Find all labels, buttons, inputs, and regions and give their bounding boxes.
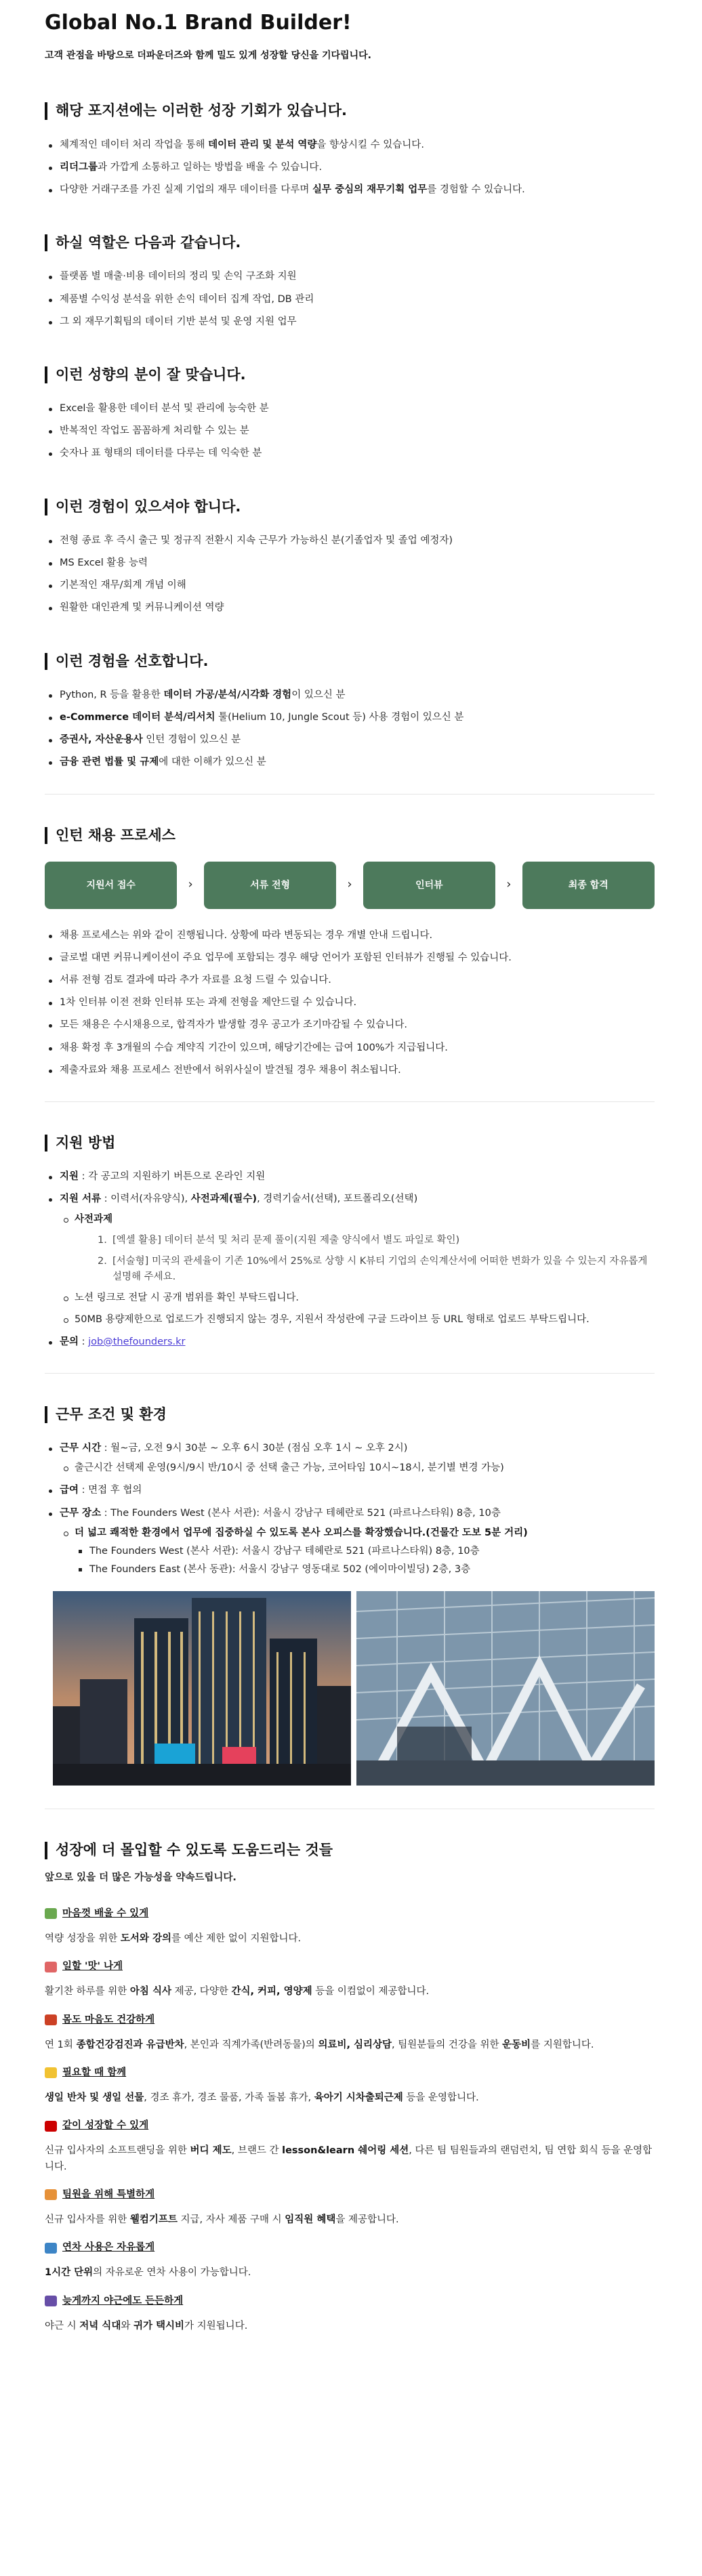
divider — [45, 1101, 655, 1102]
benefits-section — [45, 1842, 655, 2334]
process-step-final: 최종 합격 — [522, 862, 655, 909]
list-item: 숫자나 표 형태의 데이터를 다루는 데 익숙한 분 — [45, 446, 655, 461]
list-item: 노션 링크로 전달 시 공개 범위를 확인 부탁드립니다. — [60, 1290, 655, 1306]
food-icon — [45, 1962, 57, 1972]
chevron-right-icon: › — [347, 877, 352, 892]
list-item: The Founders East (본사 동관): 서울시 강남구 영동대로 502 (에이마이빌딩) 2층, 3층 — [75, 1562, 655, 1578]
section-title: 지원 방법 — [45, 1135, 655, 1152]
growth-section — [45, 102, 655, 198]
list-item: 다양한 거래구조를 가진 실제 기업의 재무 데이터를 다루며 실무 중심의 재무기획 업무를 경험할 수 있습니다. — [45, 182, 655, 198]
books-icon — [45, 1908, 57, 1919]
list-item: 체계적인 데이터 처리 작업을 통해 데이터 관리 및 분석 역량을 향상시킬 수 있습니다. — [45, 138, 655, 153]
list-item: 50MB 용량제한으로 업로드가 진행되지 않는 경우, 지원서 작성란에 구글 드라이브 등 URL 형태로 업로드 부탁드립니다. — [60, 1312, 655, 1328]
benefit-item: 일할 '맛' 나게 활기찬 하루를 위한 아침 식사 제공, 다양한 간식, 커피, 영양제 등을 이컴없이 제공합니다. — [45, 1961, 430, 1998]
list-item: 서류 전형 검토 결과에 따라 추가 자료를 요청 드릴 수 있습니다. — [45, 973, 655, 988]
taxi-icon — [45, 2296, 57, 2306]
divider — [45, 1373, 655, 1374]
office-photo-east — [356, 1591, 655, 1786]
benefit-item: 몸도 마음도 건강하게 연 1회 종합건강검진과 유급반차, 본인과 직계가족(반려동물)의 의료비, 심리상담, 팀원분들의 건강을 위한 운동비를 지원합니다. — [45, 2014, 594, 2050]
list-item: 리더그룹과 가깝게 소통하고 일하는 방법을 배울 수 있습니다. — [45, 160, 655, 175]
health-icon — [45, 2014, 57, 2025]
benefits-subtitle: 앞으로 있을 더 많은 가능성을 약속드립니다. — [45, 1872, 236, 1883]
benefit-item: 팀원을 위해 특별하게 신규 입사자를 위한 웰컴기프트 지급, 자사 제품 구매 시 임직원 혜택을 제공합니다. — [45, 2189, 399, 2226]
benefit-item: 같이 성장할 수 있게 신규 입사자의 소프트랜딩을 위한 버디 제도, 브랜드 간 lesson&learn 쉐어링 세션, 다른 팀 팀원들과의 랜덤런치, 팀 연합 회식 등을 운영합니다. — [45, 2120, 653, 2172]
chevron-right-icon: › — [188, 877, 193, 892]
hero-title: Global No.1 Brand Builder! — [45, 11, 352, 35]
fit-section — [45, 366, 655, 462]
apply-section — [45, 1135, 655, 1350]
hero-subtitle: 고객 관점을 바탕으로 더파운더즈와 함께 밀도 있게 성장할 당신을 기다립니다. — [45, 50, 371, 61]
section-title: 해당 포지션에는 이러한 성장 기회가 있습니다. — [45, 102, 655, 119]
list-item: 지원 서류 : 이력서(자유양식), 사전과제(필수), 경력기술서(선택), 포트폴리오(선택) 사전과제 1. [엑셀 활용] 데이터 분석 및 처리 문제 풀이(지원 제출 양식에서 별도 파일로 확인) 2. [서술형] 미국의 관세율이 기존 10%에서 25%로 상향 시 K뷰티 기업의 손익계산서에 어떠한 변화가 있을 수 있는지 자유롭게 설명해 주세요. 노션 링크로 전달 시 공개 범위를 확인 부탁드립니다. 50MB 용량제한으로 업로드가 진행되지 않는 경우, 지원서 작성란에 구글 드라이브 등 URL 형태로 업로드 부탁드립니다. — [45, 1191, 655, 1327]
section-title: 성장에 더 몰입할 수 있도록 도움드리는 것들 — [45, 1842, 655, 1859]
list-item: 금융 관련 법률 및 규제에 대한 이해가 있으신 분 — [45, 755, 655, 770]
list-item: 플랫폼 별 매출·비용 데이터의 정리 및 손익 구조화 지원 — [45, 269, 655, 284]
list-item: 1차 인터뷰 이전 전화 인터뷰 또는 과제 전형을 제안드릴 수 있습니다. — [45, 995, 655, 1011]
benefit-item: 필요할 때 함께 생일 반차 및 생일 선물, 경조 휴가, 경조 물품, 가족 돌봄 휴가, 육아기 시차출퇴근제 등을 운영합니다. — [45, 2067, 479, 2104]
section-title: 인턴 채용 프로세스 — [45, 827, 655, 844]
list-item: 전형 종료 후 즉시 출근 및 정규직 전환시 지속 근무가 가능하신 분(기졸업자 및 졸업 예정자) — [45, 533, 655, 549]
section-title: 이런 성향의 분이 잘 맞습니다. — [45, 366, 655, 383]
list-item: The Founders West (본사 서관): 서울시 강남구 테헤란로 521 (파르나스타워) 8층, 10층 — [75, 1544, 655, 1559]
list-item: 글로벌 대면 커뮤니케이션이 주요 업무에 포함되는 경우 해당 언어가 포함된 인터뷰가 진행될 수 있습니다. — [45, 950, 655, 966]
work-section — [45, 1406, 655, 1786]
benefit-item: 연차 사용은 자유롭게 1시간 단위의 자유로운 연차 사용이 가능합니다. — [45, 2242, 251, 2279]
gift-icon — [45, 2189, 57, 2200]
office-photo-west — [53, 1591, 351, 1786]
office-photos — [53, 1591, 655, 1786]
section-title: 이런 경험이 있으셔야 합니다. — [45, 499, 655, 515]
process-step-document: 서류 전형 — [204, 862, 336, 909]
list-item: 사전과제 1. [엑셀 활용] 데이터 분석 및 처리 문제 풀이(지원 제출 양식에서 별도 파일로 확인) 2. [서술형] 미국의 관세율이 기존 10%에서 25%로 상향 시 K뷰티 기업의 손익계산서에 어떠한 변화가 있을 수 있는지 자유롭게 설명해 주세요. — [60, 1212, 655, 1286]
preferred-section — [45, 653, 655, 771]
process-step-interview: 인터뷰 — [363, 862, 495, 909]
process-section — [45, 827, 655, 1079]
list-item: 기본적인 재무/회계 개념 이해 — [45, 578, 655, 593]
list-item: 채용 프로세스는 위와 같이 진행됩니다. 상황에 따라 변동되는 경우 개별 안내 드립니다. — [45, 928, 655, 944]
contact-email-link[interactable]: job@thefounders.kr — [88, 1336, 186, 1347]
benefit-item: 늦게까지 야근에도 든든하게 야근 시 저녁 식대와 귀가 택시비가 지원됩니다. — [45, 2295, 248, 2331]
process-step-apply: 지원서 접수 — [45, 862, 177, 909]
list-item: 원활한 대인관계 및 커뮤니케이션 역량 — [45, 600, 655, 616]
list-item: 증권사, 자산운용사 인턴 경험이 있으신 분 — [45, 732, 655, 748]
hug-icon — [45, 2067, 57, 2078]
divider — [45, 794, 655, 795]
list-item: 근무 시간 : 월~금, 오전 9시 30분 ~ 오후 6시 30분 (점심 오후 1시 ~ 오후 2시) 출근시간 선택제 운영(9시/9시 반/10시 중 선택 출근 가능, 코어타임 10시~18시, 분기별 변경 가능) — [45, 1441, 655, 1476]
list-item: 지원 : 각 공고의 지원하기 버튼으로 온라인 지원 — [45, 1169, 655, 1185]
benefit-item: 마음껏 배울 수 있게 역량 성장을 위한 도서와 강의를 예산 제한 없이 지원합니다. — [45, 1907, 302, 1944]
list-item: 제품별 수익성 분석을 위한 손익 데이터 집계 작업, DB 관리 — [45, 292, 655, 308]
section-title: 근무 조건 및 환경 — [45, 1406, 655, 1423]
role-section — [45, 234, 655, 330]
list-item: 문의 : job@thefounders.kr — [45, 1334, 655, 1350]
list-item: 모든 채용은 수시채용으로, 합격자가 발생할 경우 공고가 조기마감될 수 있습니다. — [45, 1017, 655, 1033]
list-item: 근무 장소 : The Founders West (본사 서관): 서울시 강남구 테헤란로 521 (파르나스타워) 8층, 10층 더 넓고 쾌적한 환경에서 업무에 집중하실 수 있도록 본사 오피스를 확장했습니다.(건물간 도보 5분 거리) The Founders West (본사 서관): 서울시 강남구 테헤란로 521 (파르나스타워) 8층, 10층 The Founders East (본사 동관): 서울시 강남구 영동대로 502 (에이마이빌딩) 2층, 3층 — [45, 1506, 655, 1578]
list-item: 반복적인 작업도 꼼꼼하게 처리할 수 있는 분 — [45, 423, 655, 439]
list-item: Python, R 등을 활용한 데이터 가공/분석/시각화 경험이 있으신 분 — [45, 688, 655, 703]
growth-list — [45, 138, 655, 198]
required-section — [45, 499, 655, 616]
list-item: 급여 : 면접 후 협의 — [45, 1483, 655, 1498]
list-item: 출근시간 선택제 운영(9시/9시 반/10시 중 선택 출근 가능, 코어타임 10시~18시, 분기별 변경 가능) — [60, 1460, 655, 1476]
section-title: 이런 경험을 선호합니다. — [45, 653, 655, 670]
assignment-item: 2. [서술형] 미국의 관세율이 기존 10%에서 25%로 상향 시 K뷰티 기업의 손익계산서에 어떠한 변화가 있을 수 있는지 자유롭게 설명해 주세요. — [98, 1255, 648, 1283]
list-item: MS Excel 활용 능력 — [45, 555, 655, 571]
flag-icon — [45, 2121, 57, 2132]
list-item: 채용 확정 후 3개월의 수습 계약직 기간이 있으며, 해당기간에는 급여 100%가 지급됩니다. — [45, 1040, 655, 1056]
chevron-right-icon: › — [506, 877, 512, 892]
list-item: Excel을 활용한 데이터 분석 및 관리에 능숙한 분 — [45, 401, 655, 417]
calendar-icon — [45, 2243, 57, 2254]
list-item: 그 외 재무기획팀의 데이터 기반 분석 및 운영 지원 업무 — [45, 314, 655, 330]
list-item: e-Commerce 데이터 분석/리서치 툴(Helium 10, Jungle Scout 등) 사용 경험이 있으신 분 — [45, 710, 655, 725]
section-title: 하실 역할은 다음과 같습니다. — [45, 234, 655, 251]
assignment-item: 1. [엑셀 활용] 데이터 분석 및 처리 문제 풀이(지원 제출 양식에서 별도 파일로 확인) — [98, 1234, 460, 1246]
list-item: 제출자료와 채용 프로세스 전반에서 허위사실이 발견될 경우 채용이 취소됩니다. — [45, 1063, 655, 1078]
process-steps — [45, 862, 655, 909]
list-item: 더 넓고 쾌적한 환경에서 업무에 집중하실 수 있도록 본사 오피스를 확장했습니다.(건물간 도보 5분 거리) The Founders West (본사 서관): 서울시 강남구 테헤란로 521 (파르나스타워) 8층, 10층 The Founders East (본사 동관): 서울시 강남구 영동대로 502 (에이마이빌딩) 2층, 3층 — [60, 1525, 655, 1578]
